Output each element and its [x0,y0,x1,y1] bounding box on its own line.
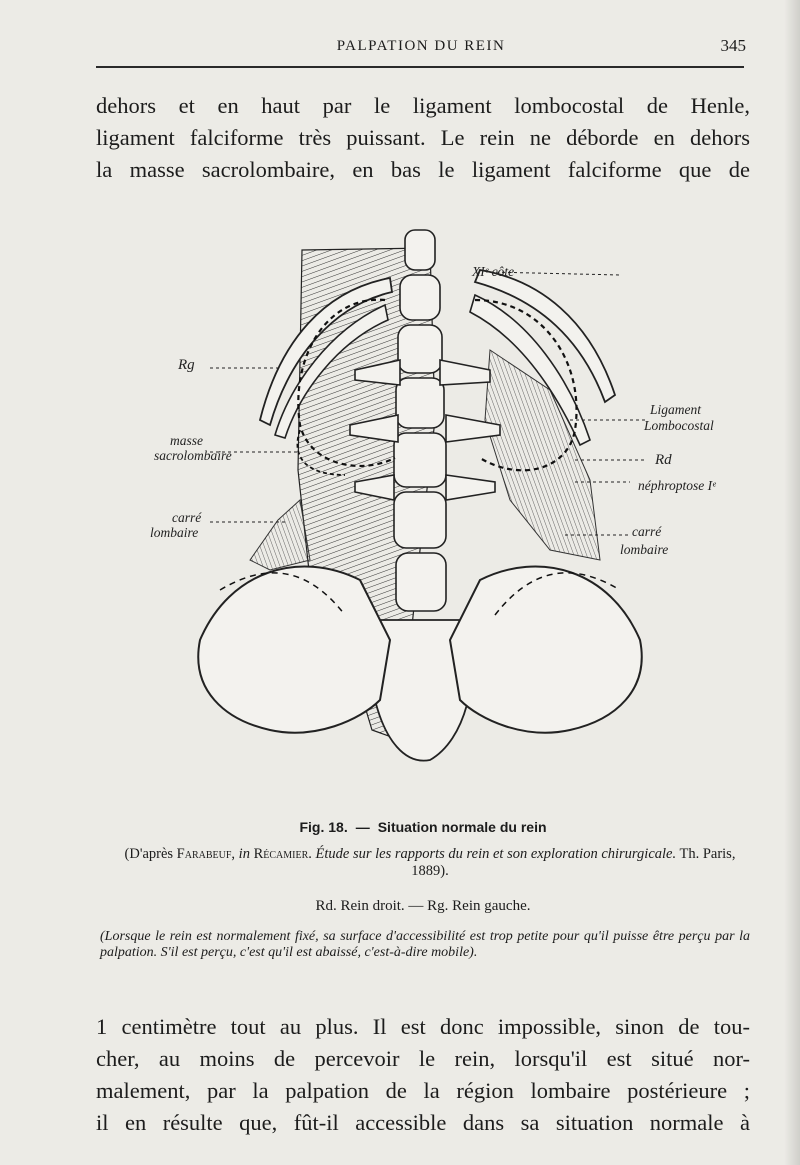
right-muscle-fibers [485,350,600,560]
label-masse: masse [170,433,203,448]
source-in: in [238,846,250,862]
top-paragraph [96,90,750,186]
figure-caption-source [110,846,750,880]
label-carre-left: carré [172,510,202,525]
label-carre-right: carré [632,524,662,539]
label-lombaire-left: lombaire [150,525,199,540]
source-author-2: Récamier. [253,846,312,862]
top-line-1: dehors et en haut par le ligament lombocostal de Henle, [96,93,750,118]
running-header [96,34,746,60]
caption-dash: — [355,819,370,835]
bottom-line-3: malement, par la palpation de la région lombaire postérieure ; [96,1078,750,1103]
figure-number: Fig. 18. [299,819,348,835]
bottom-line-2: cher, au moins de percevoir le rein, lorsqu'il est situé nor- [96,1046,750,1071]
source-work-title: Étude sur les rapports du rein et son exploration chirurgicale. [315,846,677,862]
source-close: Th. Paris, 1889). [411,846,736,879]
figure-caption-title [96,819,750,835]
lumbar-anatomy-drawing [150,220,670,810]
anatomical-figure [150,220,716,810]
label-rg: Rg [178,357,195,373]
left-iliac-bone [198,567,390,733]
top-line-3: la masse sacrolombaire, en bas le ligament falciforme que de [96,157,750,182]
label-lombocostal: Lombocostal [644,418,714,433]
header-rule [96,66,744,68]
right-iliac-bone [450,567,642,733]
label-ligament: Ligament [650,402,702,417]
figure-title: Situation normale du rein [377,819,547,835]
label-nephroptose: néphroptose Iᵉ [638,478,716,493]
running-title: PALPATION DU REIN [336,38,506,54]
bottom-line-1: 1 centimètre tout au plus. Il est donc impossible, sinon de tou- [96,1014,750,1039]
label-rd: Rd [655,452,672,468]
top-line-2: ligament falciforme très puissant. Le rein ne déborde en dehors [96,125,750,150]
figure-note: (Lorsque le rein est normalement fixé, sa surface d'accessibilité est trop petite pour qu'il puisse être perçu par la palpation. S'il est perçu, c'est qu'il est abaissé, c'est-à-dire mobile). [100,929,750,960]
page-number: 345 [720,36,746,55]
label-xi-cote: XIᵉ côte [472,264,515,279]
source-open: (D'après [124,846,174,862]
figure-legend: Rd. Rein droit. — Rg. Rein gauche. [315,898,531,914]
source-author-1: Farabeuf, [176,846,236,862]
bottom-paragraph [96,1011,750,1139]
left-muscle-fibers [250,500,310,570]
bottom-line-4: il en résulte que, fût-il accessible dans sa situation normale à [96,1110,750,1135]
label-sacrolombaire: sacrolombaire [154,448,232,463]
label-lombaire-right: lombaire [620,542,669,557]
page-edge-shadow [784,0,800,1165]
